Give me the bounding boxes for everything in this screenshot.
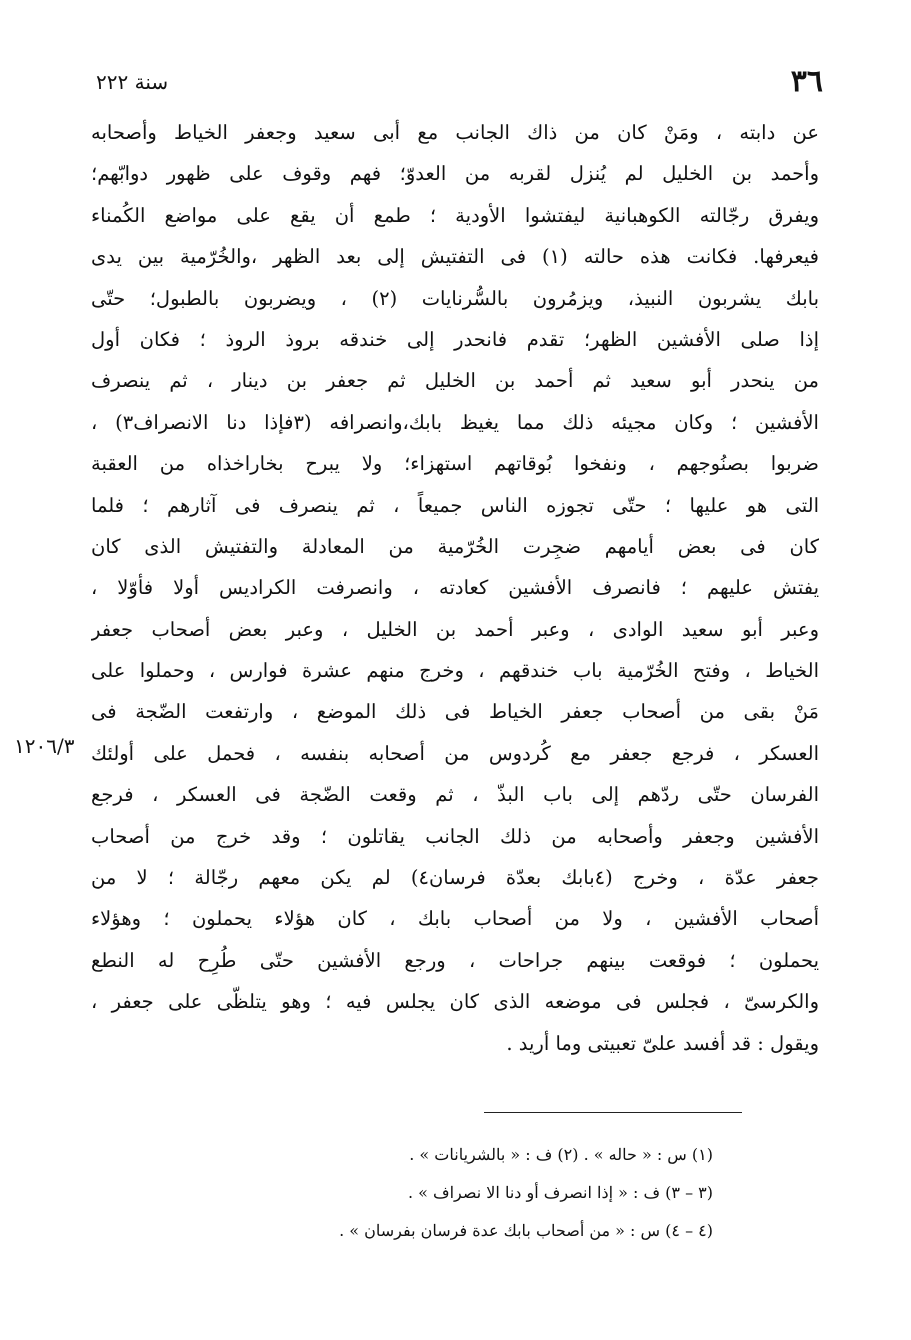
text-line: بابك يشربون النبيذ، ويزمُرون بالسُّرنايات (٢) ، ويضربون بالطبول؛ حتّى	[91, 286, 819, 310]
text-line: والكرسىّ ، فجلس فى موضعه الذى كان يجلس فيه ؛ وهو يتلظّى على جعفر ،	[91, 990, 819, 1014]
running-header-year: سنة ٢٢٢	[96, 70, 169, 94]
footnote-divider	[484, 1112, 742, 1113]
footnote: (٤ – ٤) س : « من أصحاب بابك عدة فرسان بفرسان » .	[339, 1221, 713, 1240]
text-line: أصحاب الأفشين ، ولا من أصحاب بابك ، كان هؤلاء يحملون ؛ وهؤلاء	[91, 907, 819, 931]
text-line: وعبر أبو سعيد الوادى ، وعبر أحمد بن الخليل ، وعبر بعض أصحاب جعفر	[91, 617, 819, 641]
text-line: مَنْ بقى من أصحاب جعفر الخياط فى ذلك الموضع ، وارتفعت الضّجة فى	[91, 700, 819, 724]
text-line: إذا صلى الأفشين الظهر؛ تقدم فانحدر إلى خندقه بروذ الروذ ؛ فكان أول	[91, 327, 819, 351]
text-line: ويقول : قد أفسد علىّ تعبيتى وما أريد .	[506, 1031, 819, 1055]
footnotes	[153, 1136, 713, 1250]
main-text	[91, 112, 819, 1064]
text-line: العسكر ، فرجع جعفر مع كُردوس من أصحابه بنفسه ، فحمل على أولئك	[91, 741, 819, 765]
text-line: التى هو عليها ؛ حتّى تجوزه الناس جميعاً ، ثم ينصرف فى آثارهم ؛ فلما	[91, 493, 819, 517]
text-line: عن دابته ، ومَنْ كان من ذاك الجانب مع أبى سعيد وجعفر الخياط وأصحابه	[91, 121, 819, 144]
margin-reference: ١٢٠٦/٣	[14, 734, 75, 758]
text-line: وأحمد بن الخليل لم يُنزل لقربه من العدوّ؛ فهم وقوف على ظهور دوابّهم؛	[91, 162, 819, 186]
text-line: يفتش عليهم ؛ فانصرف الأفشين كعادته ، وانصرفت الكراديس أولا فأوّلا ،	[91, 576, 819, 600]
page-number: ٣٦	[790, 64, 823, 99]
text-line: فيعرفها. فكانت هذه حالته (١) فى التفتيش إلى بعد الظهر ،والخُرّمية بين يدى	[91, 245, 819, 269]
text-line: الأفشين ؛ وكان مجيئه ذلك مما يغيظ بابك،وانصرافه (٣فإذا دنا الانصراف٣) ،	[91, 410, 819, 434]
text-line: من ينحدر أبو سعيد ثم أحمد بن الخليل ثم جعفر بن دينار ، ثم ينصرف	[91, 369, 819, 393]
text-line: ضربوا بصنُوجهم ، ونفخوا بُوقاتهم استهزاء؛ ولا يبرح بخاراخذاه من العقبة	[91, 452, 819, 476]
text-line: جعفر عدّة ، وخرج (٤بابك بعدّة فرسان٤) لم يكن معهم رجّالة ؛ لا من	[91, 866, 819, 890]
text-line: الخياط ، وفتح الخُرّمية باب خندقهم ، وخرج منهم عشرة فوارس ، وحملوا على	[91, 659, 819, 683]
text-line: الأفشين وجعفر وأصحابه من ذلك الجانب يقاتلون ؛ وقد خرج من أصحاب	[91, 824, 819, 848]
text-line: يحملون ؛ فوقعت بينهم جراحات ، ورجع الأفشين حتّى طُرِح له النطع	[91, 948, 819, 972]
footnote: (١) س : « حاله » . (٢) ف : « بالشريانات » .	[409, 1145, 713, 1164]
text-line: الفرسان حتّى ردّهم إلى باب البذّ ، ثم وقعت الضّجة فى العسكر ، فرجع	[91, 783, 819, 807]
footnote: (٣ – ٣) ف : « إذا انصرف أو دنا الا نصراف » .	[407, 1183, 713, 1202]
text-line: كان فى بعض أيامهم ضجِرت الخُرّمية من المعادلة والتفتيش الذى كان	[91, 534, 819, 558]
text-line: ويفرق رجّالته الكوهبانية ليفتشوا الأودية ؛ طمع أن يقع على مواضع الكُمناء	[91, 203, 819, 227]
